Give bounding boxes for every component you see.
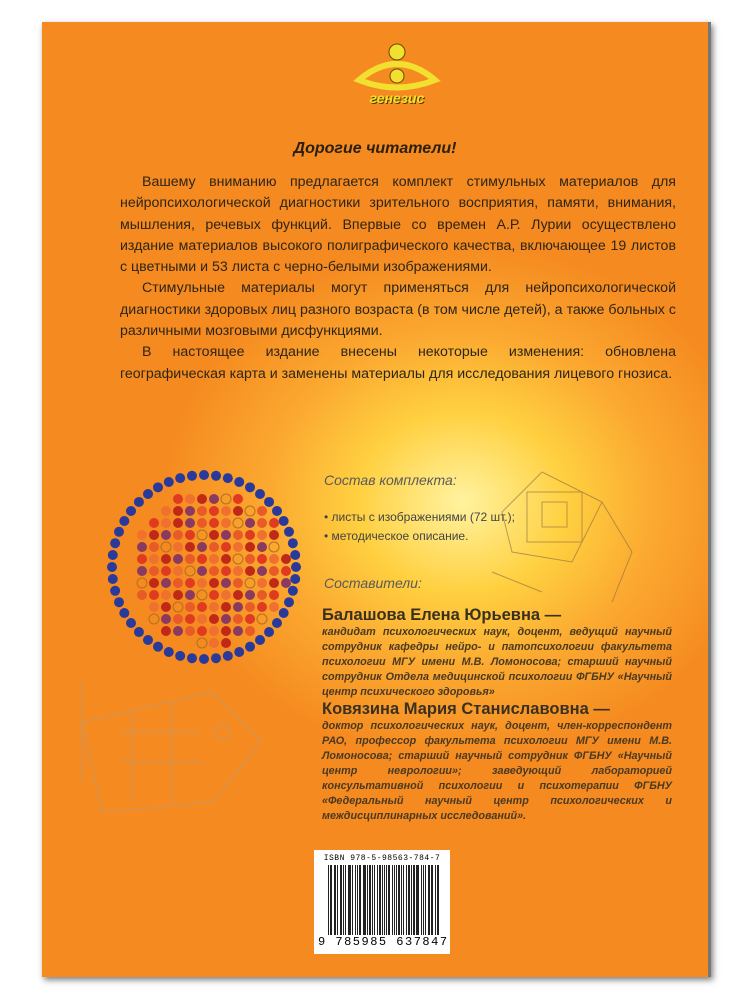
- bar: [335, 865, 336, 935]
- bar: [406, 865, 407, 935]
- dot: [221, 542, 231, 552]
- dot: [173, 554, 183, 564]
- dot: [149, 554, 159, 564]
- dot: [245, 554, 255, 564]
- dot: [107, 562, 117, 572]
- isbn-number: 9 785985 637847: [318, 935, 449, 949]
- dot: [199, 470, 209, 480]
- dot: [185, 566, 195, 576]
- dot: [288, 538, 298, 548]
- dot: [185, 554, 195, 564]
- dot: [221, 494, 231, 504]
- dot: [257, 578, 267, 588]
- dot: [264, 497, 274, 507]
- dot: [233, 530, 243, 540]
- dot: [137, 542, 147, 552]
- dot: [233, 566, 243, 576]
- dot: [245, 542, 255, 552]
- dot: [281, 554, 291, 564]
- dot: [269, 578, 279, 588]
- dot: [197, 626, 207, 636]
- dot: [281, 566, 291, 576]
- dot: [197, 590, 207, 600]
- dot: [173, 530, 183, 540]
- contents-list: [324, 508, 515, 546]
- dot: [185, 494, 195, 504]
- barcode: [314, 850, 450, 954]
- bar: [388, 865, 390, 935]
- dot: [173, 542, 183, 552]
- bar: [364, 865, 365, 935]
- bar: [352, 865, 353, 935]
- dot: [134, 497, 144, 507]
- bar: [432, 865, 433, 935]
- dot: [257, 554, 267, 564]
- dot: [221, 626, 231, 636]
- dot: [233, 518, 243, 528]
- dot: [288, 586, 298, 596]
- dot: [173, 578, 183, 588]
- bar: [349, 865, 351, 935]
- dot: [290, 550, 300, 560]
- dot: [185, 506, 195, 516]
- dot: [209, 566, 219, 576]
- dot: [161, 542, 171, 552]
- bar: [417, 865, 419, 935]
- dot: [197, 638, 207, 648]
- authors-label: Составители:: [324, 575, 422, 591]
- dot: [137, 578, 147, 588]
- dot: [197, 494, 207, 504]
- dot: [126, 618, 136, 628]
- dot: [161, 626, 171, 636]
- dot: [209, 542, 219, 552]
- bar: [398, 865, 400, 935]
- dot: [269, 602, 279, 612]
- dot: [233, 602, 243, 612]
- author-desc: доктор психологических наук, доцент, член-корреспондент РАО, профессор факультета психологии МГУ имени М.В. Ломоносова; старший научный сотрудник ФГБНУ «Научный центр неврологии»; заведующий лабораторией консультативной психологии и психотерапии ФГБНУ «Федеральный научный центр психологических и междисциплинарных исследований».: [322, 720, 672, 822]
- dot: [245, 602, 255, 612]
- author: [322, 700, 672, 824]
- dot: [173, 518, 183, 528]
- dot: [175, 473, 185, 483]
- bar: [403, 865, 404, 935]
- dot: [269, 542, 279, 552]
- dot: [126, 506, 136, 516]
- dot: [161, 518, 171, 528]
- dot: [257, 590, 267, 600]
- bar: [421, 865, 422, 935]
- dot: [197, 602, 207, 612]
- dot: [233, 542, 243, 552]
- bar: [377, 865, 378, 935]
- dot: [173, 566, 183, 576]
- dot: [153, 642, 163, 652]
- dot: [269, 554, 279, 564]
- dot: [161, 506, 171, 516]
- author: [322, 606, 672, 700]
- dot: [110, 586, 120, 596]
- color-dot-circle-image: [104, 467, 304, 667]
- dot: [257, 542, 267, 552]
- dot: [209, 554, 219, 564]
- dot: [137, 554, 147, 564]
- dot: [272, 506, 282, 516]
- dot: [134, 627, 144, 637]
- intro-text: [120, 172, 676, 385]
- bar: [392, 865, 393, 935]
- dot: [223, 473, 233, 483]
- dot: [137, 566, 147, 576]
- dot: [209, 614, 219, 624]
- dot: [143, 635, 153, 645]
- bar: [343, 865, 344, 935]
- dot: [245, 506, 255, 516]
- dot: [161, 614, 171, 624]
- dot: [149, 542, 159, 552]
- bar: [345, 865, 346, 935]
- dot: [197, 554, 207, 564]
- dot: [149, 566, 159, 576]
- dot: [197, 614, 207, 624]
- paragraph: Вашему вниманию предлагается комплект стимульных материалов для нейропсихологической диагностики зрительного восприятия, памяти, внимания, мышления, речевых функций. Впервые со времен А.Р. Лурии осуществлено издание материалов высокого полиграфического качества, включающее 19 листов с цветными и 53 листа с черно-белыми изображениями.: [120, 174, 676, 276]
- dot: [279, 516, 289, 526]
- dot: [161, 530, 171, 540]
- dot: [149, 614, 159, 624]
- dot: [221, 506, 231, 516]
- dot: [209, 602, 219, 612]
- dot: [108, 550, 118, 560]
- dot: [185, 578, 195, 588]
- book-back-cover: [42, 22, 711, 977]
- bar: [363, 865, 364, 935]
- dot: [245, 614, 255, 624]
- dot: [221, 554, 231, 564]
- bar: [411, 865, 412, 935]
- heading: Дорогие читатели!: [293, 140, 457, 157]
- dot: [245, 626, 255, 636]
- logo-text: генезис: [369, 90, 425, 106]
- isbn-label: ISBN 978-5-98563-784-7: [323, 854, 441, 863]
- dot: [119, 516, 129, 526]
- dot: [173, 494, 183, 504]
- bar: [435, 865, 436, 935]
- dot: [173, 614, 183, 624]
- dot: [245, 642, 255, 652]
- dot: [284, 527, 294, 537]
- dot: [173, 626, 183, 636]
- bar: [337, 865, 338, 935]
- dot: [209, 578, 219, 588]
- dot: [281, 578, 291, 588]
- dot: [257, 530, 267, 540]
- dot: [175, 651, 185, 661]
- contents-label: Состав комплекта:: [324, 472, 457, 488]
- bar: [374, 865, 375, 935]
- dot: [137, 530, 147, 540]
- dot: [149, 530, 159, 540]
- dot: [149, 578, 159, 588]
- dot: [161, 578, 171, 588]
- dot: [187, 471, 197, 481]
- dot: [153, 482, 163, 492]
- dot: [245, 530, 255, 540]
- dot: [221, 590, 231, 600]
- dot: [257, 518, 267, 528]
- barcode-bars: [328, 865, 440, 935]
- dot: [149, 590, 159, 600]
- dot: [245, 482, 255, 492]
- bar: [355, 865, 356, 935]
- dot: [185, 614, 195, 624]
- dot: [257, 602, 267, 612]
- bar: [372, 865, 373, 935]
- dot: [185, 542, 195, 552]
- bar: [334, 865, 335, 935]
- dot: [291, 562, 301, 572]
- dot: [234, 647, 244, 657]
- dot: [272, 618, 282, 628]
- dot: [269, 518, 279, 528]
- bar: [328, 865, 329, 935]
- bar: [384, 865, 385, 935]
- dot: [269, 530, 279, 540]
- dot: [257, 614, 267, 624]
- dot: [255, 489, 265, 499]
- publisher-logo: [347, 40, 447, 120]
- dot: [161, 554, 171, 564]
- dot: [233, 590, 243, 600]
- dot: [173, 506, 183, 516]
- dot: [197, 578, 207, 588]
- bar: [382, 865, 383, 935]
- dot: [223, 651, 233, 661]
- dot: [114, 597, 124, 607]
- dot: [173, 602, 183, 612]
- dot: [269, 566, 279, 576]
- dot: [233, 494, 243, 504]
- dot: [185, 626, 195, 636]
- bar: [431, 865, 432, 935]
- dot: [185, 602, 195, 612]
- bar: [437, 865, 439, 935]
- dot: [290, 574, 300, 584]
- dot: [209, 590, 219, 600]
- dot: [245, 590, 255, 600]
- dot: [161, 590, 171, 600]
- dot: [164, 647, 174, 657]
- dot: [114, 527, 124, 537]
- dot: [221, 602, 231, 612]
- dot: [245, 578, 255, 588]
- dot: [211, 471, 221, 481]
- paragraph: Стимульные материалы могут применяться для нейропсихологической диагностики здоровых лиц разного возраста (в том числе детей), а также больных с различными мозговыми дисфункциями.: [120, 280, 676, 340]
- dot: [197, 518, 207, 528]
- dot: [185, 518, 195, 528]
- dot: [161, 566, 171, 576]
- dot: [221, 578, 231, 588]
- dot: [221, 614, 231, 624]
- dot: [137, 590, 147, 600]
- paragraph: В настоящее издание внесены некоторые изменения: обновлена географическая карта и заменены материалы для исследования лицевого гнозиса.: [120, 344, 676, 382]
- dot: [197, 542, 207, 552]
- dot: [209, 506, 219, 516]
- bar: [394, 865, 395, 935]
- dot: [110, 538, 120, 548]
- list-item: • методическое описание.: [324, 529, 469, 543]
- dot: [161, 602, 171, 612]
- dot: [119, 608, 129, 618]
- dot: [221, 566, 231, 576]
- dot: [264, 627, 274, 637]
- dot: [197, 530, 207, 540]
- dot: [233, 554, 243, 564]
- dot: [269, 590, 279, 600]
- bar: [367, 865, 368, 935]
- dot: [185, 530, 195, 540]
- dot: [209, 518, 219, 528]
- bar: [357, 865, 358, 935]
- dot: [233, 578, 243, 588]
- dot: [279, 608, 289, 618]
- dot: [185, 590, 195, 600]
- author-name: Балашова Елена Юрьевна —: [322, 606, 562, 624]
- dot: [245, 518, 255, 528]
- dot: [197, 506, 207, 516]
- bar: [340, 865, 342, 935]
- dot: [149, 602, 159, 612]
- dot: [233, 506, 243, 516]
- bar: [386, 865, 387, 935]
- dot: [173, 590, 183, 600]
- dot: [143, 489, 153, 499]
- bar: [348, 865, 349, 935]
- author-name: Ковязина Мария Станиславовна —: [322, 700, 610, 718]
- dot: [233, 614, 243, 624]
- dot: [221, 518, 231, 528]
- fish-drawing-image: [62, 662, 262, 832]
- bar: [379, 865, 381, 935]
- bar: [425, 865, 426, 935]
- author-desc: кандидат психологических наук, доцент, ведущий научный сотрудник кафедры нейро- и патопсихологии факультета психологии МГУ имени М.В. Ломоносова; старший научный сотрудник Отдела медицинской психологии ФГБНУ «Научный центр психического здоровья»: [322, 626, 672, 698]
- bar: [413, 865, 414, 935]
- bar: [359, 865, 361, 935]
- dot: [233, 626, 243, 636]
- bar: [428, 865, 430, 935]
- dot: [209, 638, 219, 648]
- list-item: • листы с изображениями (72 шт.);: [324, 510, 515, 524]
- bar: [416, 865, 417, 935]
- dot: [245, 566, 255, 576]
- dot: [284, 597, 294, 607]
- dot: [209, 494, 219, 504]
- dot: [209, 530, 219, 540]
- dot: [108, 574, 118, 584]
- bar: [423, 865, 424, 935]
- bar: [401, 865, 402, 935]
- bar: [369, 865, 371, 935]
- dot: [221, 530, 231, 540]
- dot: [255, 635, 265, 645]
- dot: [257, 566, 267, 576]
- bar: [396, 865, 397, 935]
- dot: [257, 506, 267, 516]
- dot: [209, 626, 219, 636]
- dot: [197, 566, 207, 576]
- dot: [234, 477, 244, 487]
- dot: [149, 518, 159, 528]
- bar: [408, 865, 410, 935]
- dot: [221, 638, 231, 648]
- dot: [164, 477, 174, 487]
- bar: [330, 865, 332, 935]
